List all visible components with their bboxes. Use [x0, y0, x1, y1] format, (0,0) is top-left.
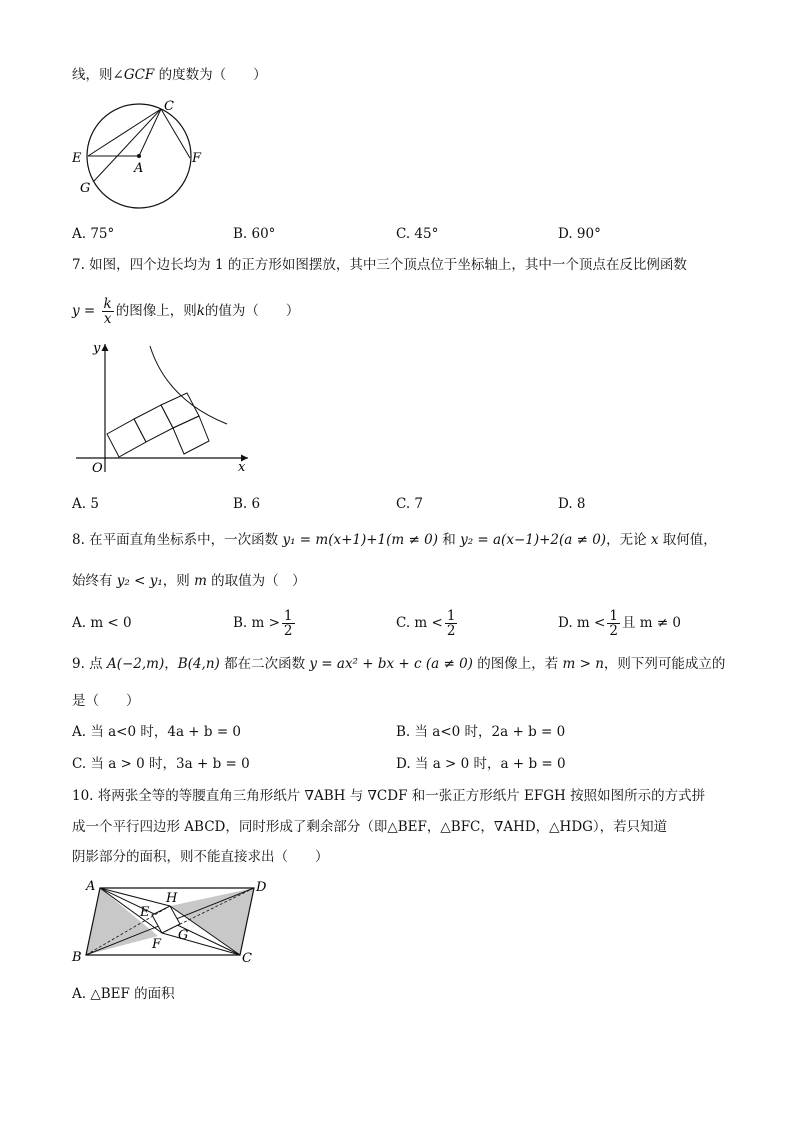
label-e: E	[140, 905, 150, 920]
q9-question-line2: 是（ ）	[72, 693, 140, 709]
square-2	[134, 405, 173, 442]
q6-choice-d[interactable]: D. 90°	[558, 226, 601, 242]
label-f: F	[152, 937, 162, 952]
label-x: x	[238, 460, 246, 475]
label-b: B	[72, 950, 82, 965]
label-g: G	[80, 181, 91, 196]
q7-question-line1: 7. 如图，四个边长均为 1 的正方形如图摆放，其中三个顶点位于坐标轴上，其中一个顶点在反比例函数	[72, 257, 687, 273]
chord-cg	[94, 109, 161, 181]
q10-question-line1: 10. 将两张全等的等腰直角三角形纸片 ∇ABH 与 ∇CDF 和一张正方形纸片 EFGH 按照如图所示的方式拼	[72, 788, 706, 804]
q7-choice-d[interactable]: D. 8	[558, 496, 586, 512]
q10-parallelogram-figure	[70, 878, 280, 968]
center-point	[137, 154, 141, 158]
q8-question-line1: 8. 在平面直角坐标系中，一次函数 y₁ = m(x+1)+1(m ≠ 0) 和 y₂ = a(x−1)+2(a ≠ 0)，无论 x 取何值，	[72, 532, 717, 548]
label-c: C	[242, 951, 252, 966]
label-a: A	[86, 879, 96, 894]
hyperbola-curve	[150, 346, 227, 424]
q10-choice-a[interactable]: A. △BEF 的面积	[72, 986, 175, 1002]
q6-circle-figure	[72, 96, 202, 216]
label-e: E	[72, 151, 82, 166]
k-over-x-fraction: $\frac{k}{x}$	[103, 296, 112, 327]
q9-choice-a[interactable]: A. 当 a<0 时，4a + b = 0	[72, 724, 242, 740]
q7-choice-c[interactable]: C. 7	[396, 496, 424, 512]
q9-choice-d[interactable]: D. 当 a > 0 时，a + b = 0	[396, 756, 566, 772]
square-3	[161, 393, 199, 428]
q6-choice-a[interactable]: A. 75°	[72, 226, 115, 242]
label-a: A	[134, 161, 144, 176]
q6-choice-c[interactable]: C. 45°	[396, 226, 439, 242]
q6-question-tail: 线，则∠GCF 的度数为（ ）	[72, 67, 267, 83]
q8-choice-c[interactable]: C. m < $\frac{1}{2}$	[396, 608, 456, 639]
label-d: D	[256, 880, 267, 895]
q7-choice-b[interactable]: B. 6	[233, 496, 261, 512]
q10-question-line3: 阴影部分的面积，则不能直接求出（ ）	[72, 849, 329, 865]
half-fraction: $\frac{1}{2}$	[446, 608, 456, 639]
label-c: C	[164, 99, 174, 114]
q8-choice-a[interactable]: A. m < 0	[72, 615, 132, 631]
shaded-right-triangle	[170, 888, 254, 955]
q8-question-line2: 始终有 y₂ < y₁，则 m 的取值为（ ）	[72, 573, 306, 589]
label-o: O	[92, 461, 103, 476]
q8-choice-b[interactable]: B. m > $\frac{1}{2}$	[233, 608, 293, 639]
square-4	[173, 416, 209, 454]
q7-question-line2: y = $\frac{k}{x}$ 的图像上，则k的值为（ ）	[72, 296, 300, 327]
q7-choice-a[interactable]: A. 5	[72, 496, 99, 512]
label-y: y	[93, 341, 101, 356]
half-fraction: $\frac{1}{2}$	[609, 608, 618, 639]
half-fraction: $\frac{1}{2}$	[283, 608, 293, 639]
q9-choice-c[interactable]: C. 当 a > 0 时，3a + b = 0	[72, 756, 250, 772]
label-g: G	[178, 928, 189, 943]
q7-squares-figure	[72, 338, 257, 478]
q8-choice-d[interactable]: D. m < $\frac{1}{2}$ 且 m ≠ 0	[558, 608, 682, 639]
q6-choice-b[interactable]: B. 60°	[233, 226, 276, 242]
label-h: H	[166, 891, 178, 906]
square-1	[107, 419, 146, 457]
q9-choice-b[interactable]: B. 当 a<0 时，2a + b = 0	[396, 724, 566, 740]
label-f: F	[192, 151, 202, 166]
q9-question-line1: 9. 点 A(−2,m)，B(4,n) 都在二次函数 y = ax² + bx + c (a ≠ 0) 的图像上，若 m > n，则下列可能成立的	[72, 656, 726, 672]
q10-question-line2: 成一个平行四边形 ABCD，同时形成了剩余部分（即△BEF，△BFC，∇AHD，△HDG），若只知道	[72, 819, 668, 835]
